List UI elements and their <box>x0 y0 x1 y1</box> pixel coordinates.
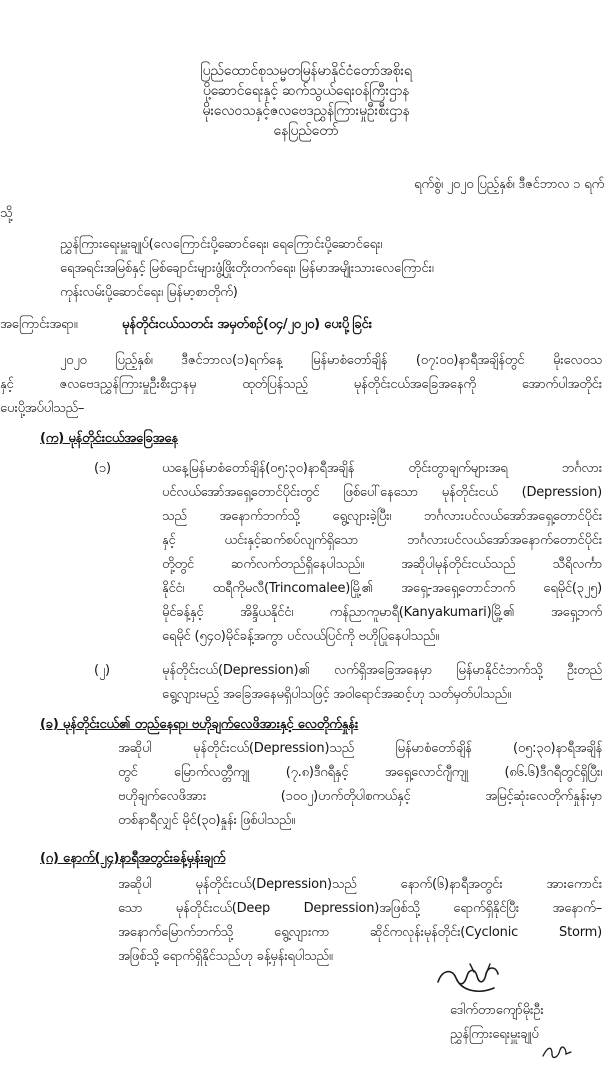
item-number: (၂) <box>94 663 110 678</box>
paragraph-line: အဆိုပါ မုန်တိုင်းငယ်(Depression)သည် မြန်မာစံတော်ချိန် (၀၅:၃၀)နာရီအချိန် <box>118 741 602 756</box>
subject-text: မုန်တိုင်းငယ်သတင်း အမှတ်စဉ်(၀၄/၂၀၂၀) ပေးပို့ခြင်း <box>122 317 372 332</box>
item-number: (၁) <box>94 461 111 476</box>
subject-label: အကြောင်းအရာ။ <box>0 317 78 332</box>
paragraph-line: နိုင်ငံ၊ ထရီကိုမလီ(Trincomalee)မြို့၏ အရှေ့-အရှေ့တောင်ဘက် ရေမိုင်(၃၂၅) <box>162 581 602 596</box>
section-ka-heading: (က) မုန်တိုင်းငယ်အခြေအနေ <box>40 431 178 446</box>
signatory-title: ညွှန်ကြားရေးမှူးချုပ် <box>450 1027 539 1042</box>
paragraph-line: တစ်နာရီလျှင် မိုင်(၃၀)နှုန်း ဖြစ်ပါသည်။ <box>118 813 296 828</box>
paragraph-line: တွင် မြောက်လတ္တီကျု (၇.၈)ဒီဂရီနှင့် အရှေ့လောင်ဂျီကျု (၈၆.၆)ဒီဂရီတွင်ရှိပြီး၊ <box>118 765 602 780</box>
intro-line: ပေးပို့အပ်ပါသည်– <box>0 401 85 416</box>
recipient-line: ရေအရင်းအမြစ်နှင့် မြစ်ချောင်းများဖွံ့ဖြိုးတိုးတက်ရေး၊ မြန်မာအမျိုးသားလေကြောင်း၊ <box>60 261 434 276</box>
to-label: သို့ <box>0 206 13 221</box>
paragraph-line: အနောက်မြောက်ဘက်သို့ ရွေ့လျားကာ ဆိုင်ကလုန်းမုန်တိုင်း(Cyclonic Storm) <box>118 925 602 940</box>
signatory-name: ဒေါက်တာကျော်မိုးဦး <box>450 1003 544 1018</box>
header-ministry: ပို့ဆောင်ရေးနှင့် ဆက်သွယ်ရေးဝန်ကြီးဌာန <box>202 83 410 99</box>
intro-line: ၂၀၂၀ ပြည့်နှစ်၊ ဒီဇင်ဘာလ(၁)ရက်နေ့ မြန်မာစံတော်ချိန် (၀၇:၀၀)နာရီအချိန်တွင် မိုးလေဝသ <box>60 353 602 368</box>
paragraph-line: သည် အနောက်ဘက်သို့ ရွေ့လျားခဲ့ပြီး၊ ဘင်္ဂလားပင်လယ်အော်အရှေ့တောင်ပိုင်း <box>162 509 602 524</box>
header-department: မိုးလေဝသနှင့်ဇလဗေဒညွှန်ကြားမှုဦးစီးဌာန <box>202 103 410 119</box>
recipient-line: ကုန်းလမ်းပို့ဆောင်ရေး၊ မြန်မာ့စာတိုက်) <box>60 285 238 300</box>
handwritten-signature <box>434 960 504 998</box>
header-government: ပြည်ထောင်စုသမ္မတမြန်မာနိုင်ငံတော်အစိုးရ <box>200 63 412 79</box>
paragraph-line: ယနေ့မြန်မာစံတော်ချိန်(၀၅:၃၀)နာရီအချိန် တိုင်းတွာချက်များအရ ဘင်္ဂလား <box>162 461 602 476</box>
paragraph-line: သော မုန်တိုင်းငယ်(Deep Depression)အဖြစ်သို့ ရောက်ရှိနိုင်ပြီး အနောက်– <box>118 901 602 916</box>
paragraph-line: တို့တွင် ဆက်လက်တည်ရှိနေပါသည်။ အဆိုပါမုန်တိုင်းငယ်သည် သီရိလင်္ကာ <box>162 557 602 572</box>
paragraph-line: အဆိုပါ မုန်တိုင်းငယ်(Depression)သည် နောက်(၆)နာရီအတွင်း အားကောင်း <box>118 877 602 892</box>
header-city: နေပြည်တော် <box>273 123 339 139</box>
paragraph-line: မိုင်ခန့်နှင့် အိန္ဒိယနိုင်ငံ၊ ကန်ညာကူမာရီ(Kanyakumari)မြို့၏ အရှေ့ဘက် <box>162 605 602 620</box>
paragraph-line: ရွေ့လျားမည့် အခြေအနေမရှိပါသဖြင့် အဝါရောင်အဆင့်ဟု သတ်မှတ်ပါသည်။ <box>162 687 511 702</box>
paragraph-line: နှင့် ယင်းနှင့်ဆက်စပ်လျက်ရှိသော ဘင်္ဂလားပင်လယ်အော်အနောက်တောင်ပိုင်း <box>162 533 602 548</box>
handwritten-initials <box>540 1040 574 1062</box>
letter-date: ရက်စွဲ၊ ၂၀၂၀ ပြည့်နှစ်၊ ဒီဇင်ဘာလ ၁ ရက် <box>414 177 604 192</box>
section-ga-heading: (ဂ) နောက်(၂၄)နာရီအတွင်းခန့်မှန်းချက် <box>40 851 226 866</box>
paragraph-line: ဗဟိုချက်လေဖိအား (၁၀၀၂)ဟက်တိုပါစကယ်နှင့် အမြင့်ဆုံးလေတိုက်နှုန်းမှာ <box>118 789 602 804</box>
paragraph-line: မုန်တိုင်းငယ်(Depression)၏ လက်ရှိအခြေအနေမှာ မြန်မာနိုင်ငံဘက်သို့ ဦးတည် <box>162 663 602 678</box>
paragraph-line: ပင်လယ်အော်အရှေ့တောင်ပိုင်းတွင် ဖြစ်ပေါ်နေသော မုန်တိုင်းငယ် (Depression) <box>162 485 602 500</box>
paragraph-line: အဖြစ်သို့ ရောက်ရှိနိုင်သည်ဟု ခန့်မှန်းရပါသည်။ <box>118 949 333 964</box>
intro-line: နှင့် ဇလဗေဒညွှန်ကြားမှုဦးစီးဌာနမှ ထုတ်ပြန်သည့် မုန်တိုင်းငယ်အခြေအနေကို အောက်ပါအတိုင်း <box>0 377 602 392</box>
recipient-line: ညွှန်ကြားရေးမှူးချုပ်(လေကြောင်းပို့ဆောင်ရေး၊ ရေကြောင်းပို့ဆောင်ရေး၊ <box>60 237 383 252</box>
section-kha-heading: (ခ) မုန်တိုင်းငယ်၏ တည်နေရာ၊ ဗဟိုချက်လေဖိအားနှင့် လေတိုက်နှုန်း <box>40 717 359 732</box>
paragraph-line: ရေမိုင် (၅၄၀)မိုင်ခန့်အကွာ ပင်လယ်ပြင်ကို ဗဟိုပြုနေပါသည်။ <box>162 629 440 644</box>
